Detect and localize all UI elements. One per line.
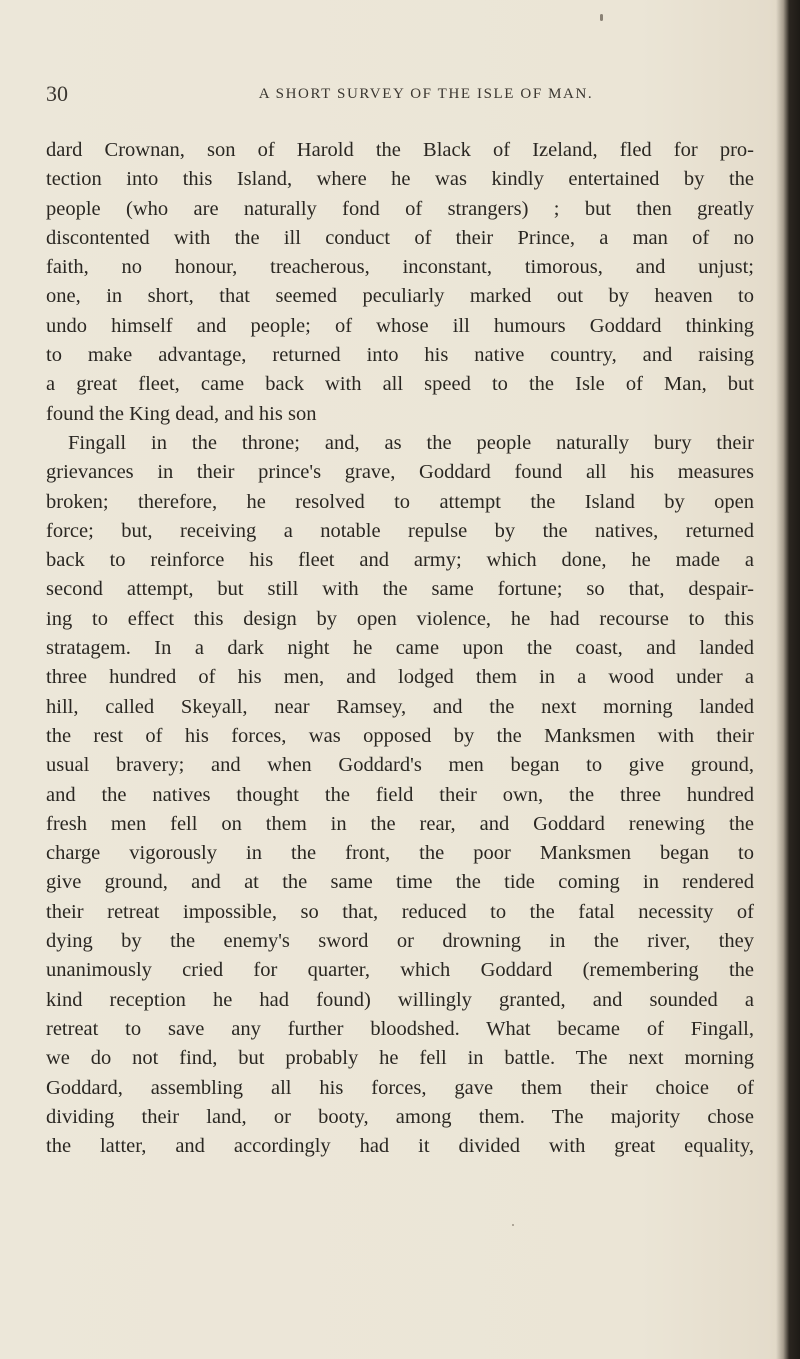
text-line: dying by the enemy's sword or drowning in the river, they (46, 930, 754, 953)
text-line: charge vigorously in the front, the poor Manksmen began to (46, 842, 754, 865)
text-line: give ground, and at the same time the tide coming in rendered (46, 871, 754, 894)
text-line: people (who are naturally fond of strangers) ; but then greatly (46, 197, 754, 220)
text-line: the latter, and accordingly had it divided with great equality, (46, 1135, 754, 1158)
text-line: usual bravery; and when Goddard's men began to give ground, (46, 754, 754, 777)
page-number: 30 (46, 81, 68, 106)
text-line: Goddard, assembling all his forces, gave them their choice of (46, 1076, 754, 1099)
text-line: and the natives thought the field their own, the three hundred (46, 783, 754, 806)
ink-speck (600, 14, 603, 21)
text-line: ing to effect this design by open violence, he had recourse to this (46, 607, 754, 630)
text-line: discontented with the ill conduct of their Prince, a man of no (46, 226, 754, 249)
text-line: three hundred of his men, and lodged them in a wood under a (46, 666, 754, 689)
text-line: their retreat impossible, so that, reduced to the fatal necessity of (46, 900, 754, 923)
text-line: dard Crownan, son of Harold the Black of Izeland, fled for pro- (46, 139, 754, 161)
text-line: faith, no honour, treacherous, inconstant, timorous, and unjust; (46, 256, 754, 279)
running-head: A SHORT SURVEY OF THE ISLE OF MAN. (258, 86, 594, 102)
text-line: a great fleet, came back with all speed to the Isle of Man, but (46, 373, 754, 396)
text-line: grievances in their prince's grave, Goddard found all his measures (46, 461, 754, 484)
ink-speck (512, 1224, 514, 1226)
text-line: hill, called Skeyall, near Ramsey, and the next morning landed (46, 695, 754, 718)
binding-edge (776, 0, 800, 1359)
page-header (46, 80, 746, 110)
text-line: force; but, receiving a notable repulse by the natives, returned (46, 519, 754, 542)
text-line: we do not find, but probably he fell in battle. The next morning (46, 1047, 754, 1070)
text-line: undo himself and people; of whose ill humours Goddard thinking (46, 314, 754, 337)
text-line: second attempt, but still with the same fortune; so that, despair- (46, 578, 754, 601)
text-line: kind reception he had found) willingly granted, and sounded a (46, 988, 754, 1011)
text-line: fresh men fell on them in the rear, and Goddard renewing the (46, 812, 754, 835)
text-line: tection into this Island, where he was kindly entertained by the (46, 168, 754, 191)
text-line: unanimously cried for quarter, which Goddard (remembering the (46, 959, 754, 982)
text-line: back to reinforce his fleet and army; which done, he made a (46, 549, 754, 572)
text-line: dividing their land, or booty, among them. The majority chose (46, 1105, 754, 1128)
text-line: broken; therefore, he resolved to attempt the Island by open (46, 490, 754, 513)
text-line: retreat to save any further bloodshed. What became of Fingall, (46, 1017, 754, 1040)
text-line: Fingall in the throne; and, as the people naturally bury their (68, 431, 754, 454)
body-text (46, 136, 754, 1161)
text-line: stratagem. In a dark night he came upon the coast, and landed (46, 637, 754, 660)
text-line: found the King dead, and his son (46, 402, 317, 425)
text-line: to make advantage, returned into his native country, and raising (46, 344, 754, 367)
text-line: one, in short, that seemed peculiarly marked out by heaven to (46, 285, 754, 308)
text-line: the rest of his forces, was opposed by the Manksmen with their (46, 724, 754, 747)
